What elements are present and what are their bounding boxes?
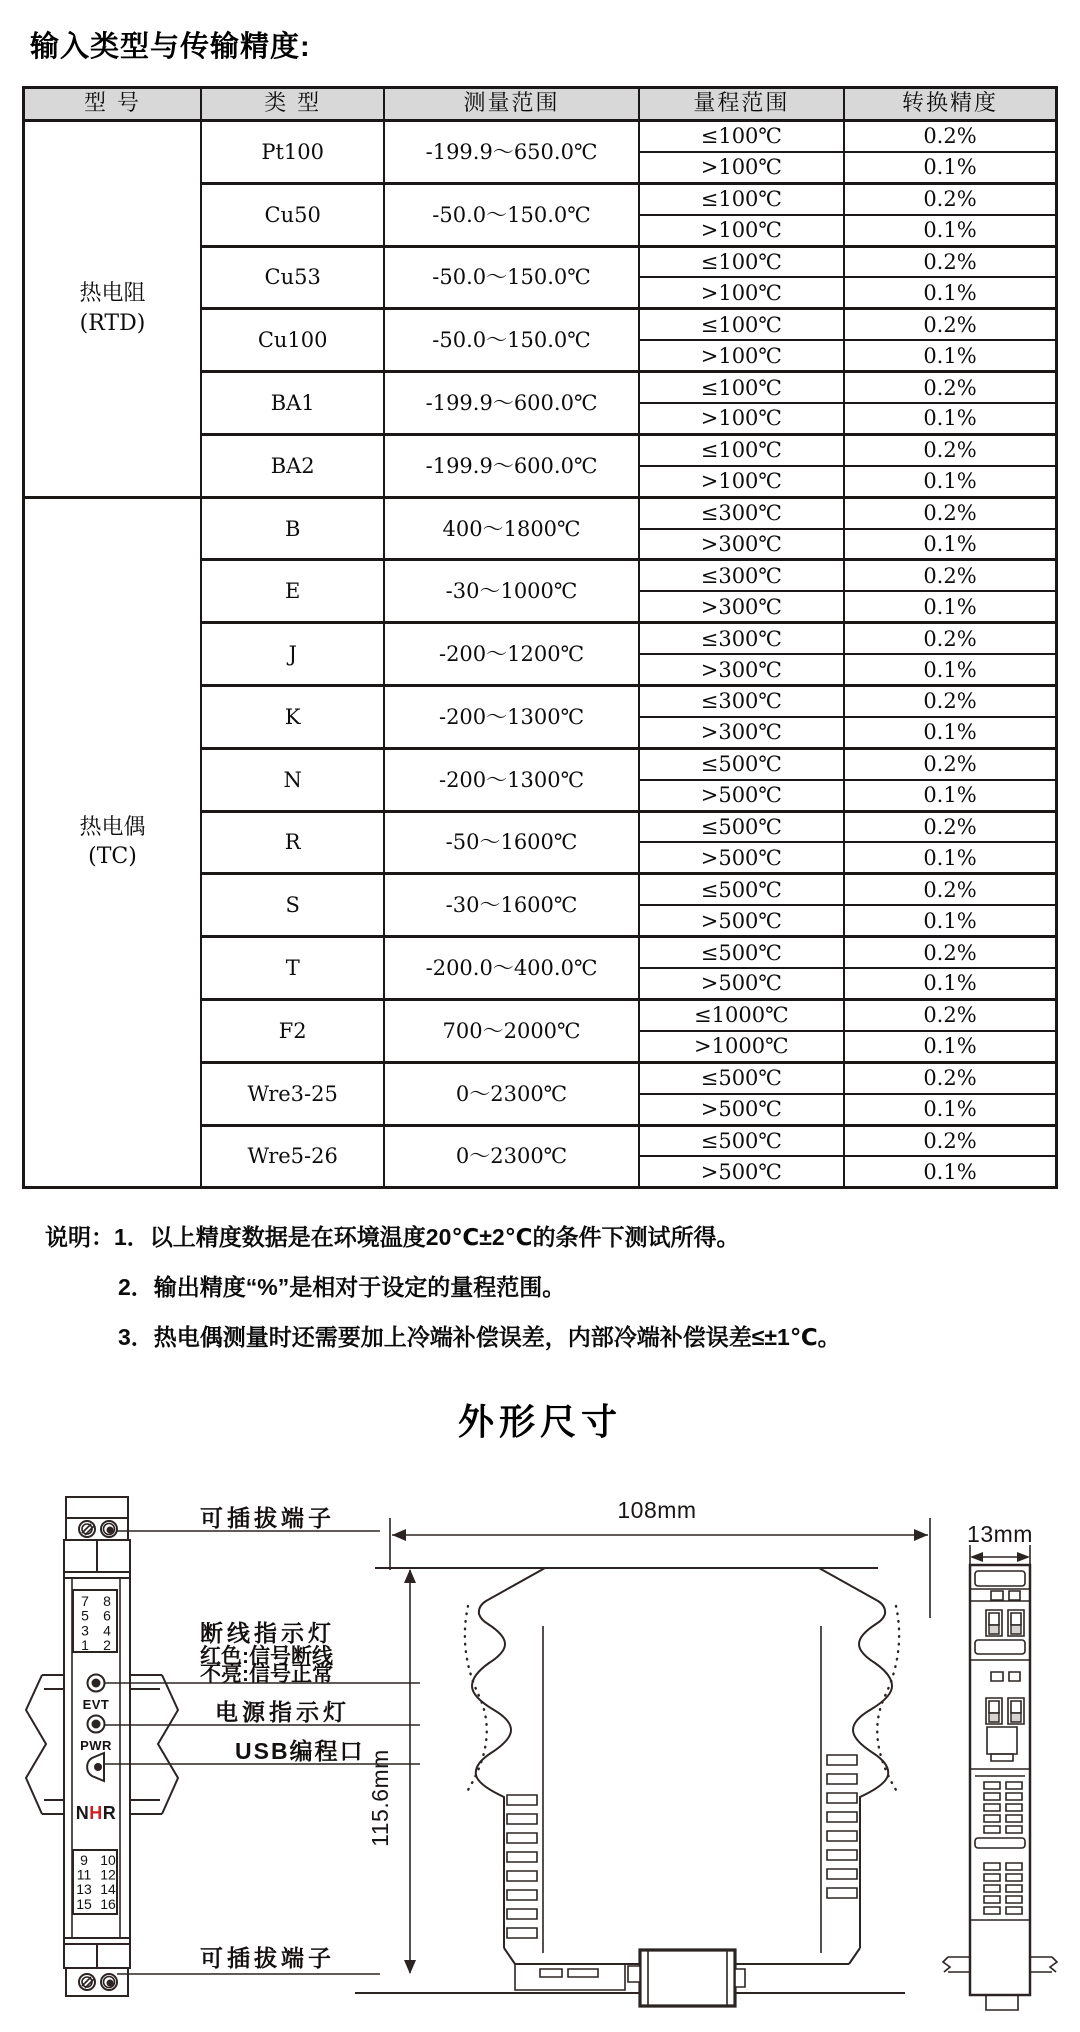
terminal-number: 13 xyxy=(76,1881,92,1898)
span-range-cell: >100℃ xyxy=(639,215,844,246)
span-range-cell: >300℃ xyxy=(639,717,844,748)
span-range-cell: ≤500℃ xyxy=(639,811,844,842)
type-cell: R xyxy=(201,811,384,874)
model-group-cell xyxy=(24,121,201,498)
measure-range-cell: 700～2000℃ xyxy=(384,999,638,1062)
type-cell: N xyxy=(201,748,384,811)
span-range-cell: >500℃ xyxy=(639,1094,844,1125)
callout-usb-port: USB编程口 xyxy=(235,1738,365,1764)
measure-range-cell: -30～1600℃ xyxy=(384,874,638,937)
measure-range-cell: -200～1300℃ xyxy=(384,686,638,749)
span-range-cell: >300℃ xyxy=(639,529,844,560)
accuracy-cell: 0.2% xyxy=(844,686,1057,717)
accuracy-cell: 0.1% xyxy=(844,1031,1057,1062)
note-line-3: 3．热电偶测量时还需要加上冷端补偿误差，内部冷端补偿误差≤±1℃。 xyxy=(118,1324,841,1350)
terminal-number: 1 xyxy=(81,1637,89,1654)
model-line: 热电阻 xyxy=(79,281,146,307)
span-range-cell: >100℃ xyxy=(639,277,844,308)
type-cell: Cu53 xyxy=(201,246,384,309)
span-range-cell: ≤500℃ xyxy=(639,1062,844,1093)
span-range-cell: ≤500℃ xyxy=(639,937,844,968)
measure-range-cell: -50.0～150.0℃ xyxy=(384,309,638,372)
accuracy-cell: 0.1% xyxy=(844,1156,1057,1187)
model-line: (RTD) xyxy=(79,310,146,336)
terminal-number: 12 xyxy=(100,1866,116,1883)
accuracy-cell: 0.1% xyxy=(844,466,1057,497)
measure-range-cell: -50.0～150.0℃ xyxy=(384,246,638,309)
span-range-cell: ≤300℃ xyxy=(639,560,844,591)
module-front-view xyxy=(64,1497,130,1996)
terminal-number: 10 xyxy=(100,1852,116,1868)
measure-range-cell: 0～2300℃ xyxy=(384,1062,638,1125)
accuracy-cell: 0.1% xyxy=(844,152,1057,183)
span-range-cell: >500℃ xyxy=(639,1156,844,1187)
terminal-number: 14 xyxy=(100,1881,116,1898)
span-range-cell: ≤500℃ xyxy=(639,748,844,779)
type-cell: B xyxy=(201,497,384,560)
accuracy-cell: 0.2% xyxy=(844,497,1057,528)
callout-break-led-title: 断线指示灯 xyxy=(200,1620,335,1646)
vent-slots-right xyxy=(827,1755,857,1898)
page-title: 输入类型与传输精度: xyxy=(30,31,311,63)
accuracy-cell: 0.2% xyxy=(844,434,1057,465)
accuracy-cell: 0.2% xyxy=(844,811,1057,842)
model-line: (TC) xyxy=(88,844,137,870)
column-header: 量程范围 xyxy=(639,88,844,121)
type-cell: BA2 xyxy=(201,434,384,497)
column-header: 转换精度 xyxy=(844,88,1057,121)
column-header: 测量范围 xyxy=(384,88,638,121)
measure-range-cell: 0～2300℃ xyxy=(384,1125,638,1188)
accuracy-cell: 0.1% xyxy=(844,591,1057,622)
terminal-number: 4 xyxy=(103,1622,111,1639)
type-cell: E xyxy=(201,560,384,623)
accuracy-cell: 0.1% xyxy=(844,842,1057,873)
terminal-number: 3 xyxy=(81,1622,89,1639)
span-range-cell: ≤300℃ xyxy=(639,497,844,528)
span-range-cell: ≤1000℃ xyxy=(639,999,844,1030)
brand-logo: NHR xyxy=(75,1803,117,1823)
span-range-cell: >500℃ xyxy=(639,842,844,873)
height-dimension: 115.6mm xyxy=(367,1749,393,1847)
callout-break-led-off: 不亮:信号正常 xyxy=(200,1663,333,1686)
accuracy-cell: 0.1% xyxy=(844,905,1057,936)
span-range-cell: ≤100℃ xyxy=(639,121,844,152)
callout-break-led-red: 红色:信号断线 xyxy=(200,1645,333,1668)
accuracy-cell: 0.1% xyxy=(844,277,1057,308)
span-range-cell: ≤100℃ xyxy=(639,246,844,277)
accuracy-cell: 0.1% xyxy=(844,215,1057,246)
span-range-cell: >100℃ xyxy=(639,152,844,183)
span-range-cell: ≤500℃ xyxy=(639,874,844,905)
table-header xyxy=(24,88,1057,121)
width-dimension: 108mm xyxy=(617,1497,697,1523)
depth-dimension: 13mm xyxy=(967,1521,1033,1547)
accuracy-cell: 0.1% xyxy=(844,780,1057,811)
measure-range-cell: -50.0～150.0℃ xyxy=(384,183,638,246)
terminal-number: 16 xyxy=(100,1895,116,1912)
module-end-view xyxy=(943,1521,1057,2010)
type-cell: Pt100 xyxy=(201,121,384,184)
module-side-view xyxy=(355,1497,930,2006)
measure-range-cell: -199.9～600.0℃ xyxy=(384,434,638,497)
header-row xyxy=(24,88,1057,121)
type-cell: T xyxy=(201,937,384,1000)
accuracy-cell: 0.2% xyxy=(844,937,1057,968)
accuracy-cell: 0.2% xyxy=(844,999,1057,1030)
span-range-cell: ≤100℃ xyxy=(639,434,844,465)
note-line-2: 2．输出精度“%”是相对于设定的量程范围。 xyxy=(118,1274,566,1300)
vent-slots-left xyxy=(507,1795,537,1938)
accuracy-cell: 0.2% xyxy=(844,1062,1057,1093)
note-line-1 xyxy=(45,1222,841,1253)
measure-range-cell: -30～1000℃ xyxy=(384,560,638,623)
span-range-cell: ≤100℃ xyxy=(639,183,844,214)
dimensions-heading: 外形尺寸 xyxy=(457,1401,622,1442)
span-range-cell: >100℃ xyxy=(639,466,844,497)
span-range-cell: ≤100℃ xyxy=(639,309,844,340)
span-range-cell: >100℃ xyxy=(639,340,844,371)
span-range-cell: >500℃ xyxy=(639,968,844,999)
terminal-number: 9 xyxy=(80,1852,88,1868)
pwr-label: PWR xyxy=(80,1738,112,1753)
span-range-cell: ≤100℃ xyxy=(639,372,844,403)
terminal-number: 8 xyxy=(103,1593,111,1609)
accuracy-cell: 0.1% xyxy=(844,968,1057,999)
type-cell: Wre3-25 xyxy=(201,1062,384,1125)
accuracy-cell: 0.1% xyxy=(844,340,1057,371)
type-cell: J xyxy=(201,623,384,686)
bus-connector xyxy=(628,1950,745,2006)
span-range-cell: >1000℃ xyxy=(639,1031,844,1062)
table-body xyxy=(24,121,1057,1188)
accuracy-cell: 0.2% xyxy=(844,874,1057,905)
model-group-cell xyxy=(24,497,201,1188)
callout-power-led: 电源指示灯 xyxy=(215,1699,350,1725)
model-line: 热电偶 xyxy=(79,814,146,840)
callout-top-terminal: 可插拔端子 xyxy=(200,1505,335,1531)
span-range-cell: >500℃ xyxy=(639,780,844,811)
terminal-number: 5 xyxy=(81,1607,89,1624)
accuracy-cell: 0.1% xyxy=(844,717,1057,748)
callouts xyxy=(103,1505,420,1974)
type-cell: F2 xyxy=(201,999,384,1062)
notes-block xyxy=(45,1222,841,1372)
notes-label: 说明： xyxy=(45,1224,114,1250)
accuracy-cell: 0.1% xyxy=(844,654,1057,685)
accuracy-cell: 0.2% xyxy=(844,623,1057,654)
measure-range-cell: 400～1800℃ xyxy=(384,497,638,560)
terminal-number: 2 xyxy=(103,1637,111,1654)
table-row xyxy=(24,121,1057,152)
span-range-cell: >300℃ xyxy=(639,591,844,622)
measure-range-cell: -200～1300℃ xyxy=(384,748,638,811)
measure-range-cell: -199.9～600.0℃ xyxy=(384,372,638,435)
type-cell: S xyxy=(201,874,384,937)
type-cell: Wre5-26 xyxy=(201,1125,384,1188)
note-text-1: 1．以上精度数据是在环境温度20℃±2℃的条件下测试所得。 xyxy=(114,1224,740,1250)
accuracy-cell: 0.1% xyxy=(844,529,1057,560)
span-range-cell: >300℃ xyxy=(639,654,844,685)
accuracy-cell: 0.2% xyxy=(844,748,1057,779)
span-range-cell: ≤300℃ xyxy=(639,623,844,654)
column-header: 类 型 xyxy=(201,88,384,121)
span-range-cell: >500℃ xyxy=(639,905,844,936)
accuracy-cell: 0.1% xyxy=(844,1094,1057,1125)
measure-range-cell: -200～1200℃ xyxy=(384,623,638,686)
accuracy-cell: 0.1% xyxy=(844,403,1057,434)
type-cell: Cu50 xyxy=(201,183,384,246)
accuracy-cell: 0.2% xyxy=(844,372,1057,403)
terminal-number: 15 xyxy=(76,1895,92,1912)
accuracy-cell: 0.2% xyxy=(844,246,1057,277)
callout-bottom-terminal: 可插拔端子 xyxy=(200,1945,335,1971)
measure-range-cell: -200.0～400.0℃ xyxy=(384,937,638,1000)
type-cell: Cu100 xyxy=(201,309,384,372)
column-header: 型 号 xyxy=(24,88,201,121)
span-range-cell: ≤300℃ xyxy=(639,686,844,717)
measure-range-cell: -199.9～650.0℃ xyxy=(384,121,638,184)
terminal-number: 6 xyxy=(103,1607,111,1624)
outline-drawing xyxy=(0,1448,1080,2032)
type-cell: K xyxy=(201,686,384,749)
evt-label: EVT xyxy=(82,1697,110,1712)
accuracy-cell: 0.2% xyxy=(844,1125,1057,1156)
accuracy-cell: 0.2% xyxy=(844,309,1057,340)
accuracy-cell: 0.2% xyxy=(844,183,1057,214)
bottom-terminal-block xyxy=(66,1968,128,1996)
accuracy-cell: 0.2% xyxy=(844,560,1057,591)
span-range-cell: ≤500℃ xyxy=(639,1125,844,1156)
table-row xyxy=(24,497,1057,528)
measure-range-cell: -50～1600℃ xyxy=(384,811,638,874)
accuracy-cell: 0.2% xyxy=(844,121,1057,152)
type-cell: BA1 xyxy=(201,372,384,435)
terminal-number: 7 xyxy=(81,1593,89,1609)
terminal-number: 11 xyxy=(76,1866,92,1883)
accuracy-table xyxy=(22,86,1058,1189)
span-range-cell: >100℃ xyxy=(639,403,844,434)
